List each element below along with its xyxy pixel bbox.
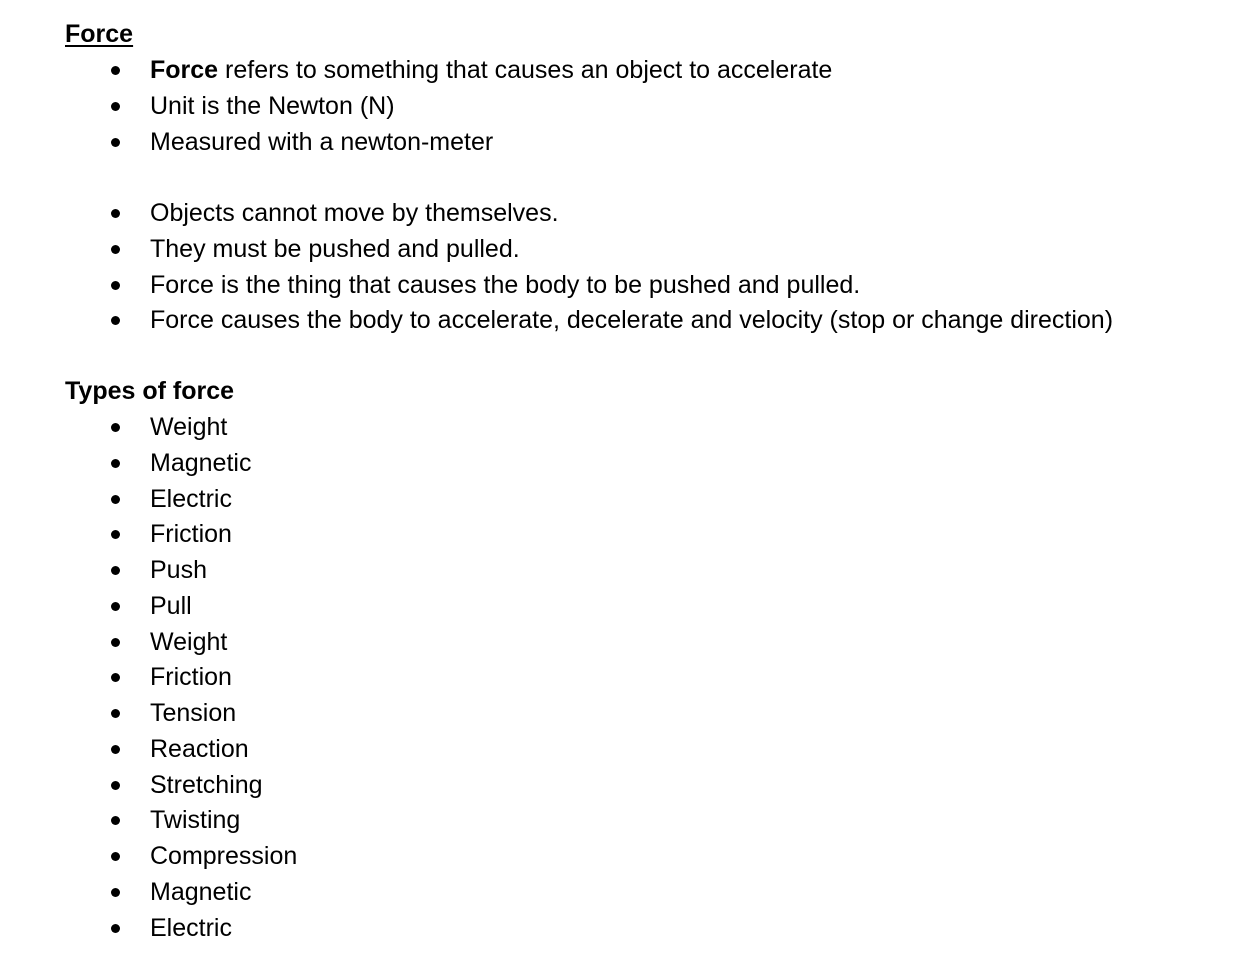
- list-item: [0, 305, 1113, 341]
- bullet-icon: [111, 245, 120, 254]
- list-item: [0, 877, 297, 913]
- bullet-icon: [111, 459, 120, 468]
- list-item-text: Tension: [150, 699, 237, 727]
- list-item-text: Force is the thing that causes the body to be pushed and pulled.: [150, 270, 861, 299]
- force-definition-list: [0, 55, 832, 162]
- types-of-force-heading: Types of force: [65, 377, 235, 405]
- bullet-icon: [111, 745, 120, 754]
- list-item: [0, 770, 297, 806]
- bullet-icon: [111, 138, 120, 147]
- bullet-icon: [111, 781, 120, 790]
- bullet-icon: [111, 816, 120, 825]
- list-item-text: Friction: [150, 520, 232, 549]
- bullet-icon: [111, 888, 120, 897]
- types-of-force-list: [0, 412, 297, 948]
- list-item: [0, 841, 297, 877]
- list-item: [0, 234, 1113, 270]
- list-item-text: Stretching: [150, 770, 263, 799]
- bullet-icon: [111, 852, 120, 861]
- list-item-text: They must be pushed and pulled.: [150, 234, 520, 263]
- bullet-icon: [111, 316, 120, 325]
- bullet-icon: [111, 423, 120, 432]
- list-item: [0, 698, 297, 734]
- bullet-icon: [111, 638, 120, 647]
- list-item-text: Compression: [150, 842, 298, 870]
- list-item: [0, 519, 297, 555]
- list-item: [0, 627, 297, 663]
- list-item-text: Electric: [150, 484, 232, 513]
- list-item: [0, 734, 297, 770]
- list-item: [0, 91, 832, 127]
- bullet-icon: [111, 566, 120, 575]
- list-item: [0, 412, 297, 448]
- list-item-text: Reaction: [150, 734, 249, 763]
- force-objects-list: [0, 198, 1113, 341]
- list-item-text: Friction: [150, 663, 232, 692]
- list-item-text: Push: [150, 556, 207, 584]
- bullet-icon: [111, 530, 120, 539]
- list-item: [0, 591, 297, 627]
- list-item-text: refers to something that causes an object to accelerate: [218, 56, 833, 84]
- list-item: [0, 555, 297, 591]
- list-item: [0, 127, 832, 163]
- list-item: [0, 448, 297, 484]
- list-item: [0, 270, 1113, 306]
- bullet-icon: [111, 281, 120, 290]
- bullet-icon: [111, 673, 120, 682]
- list-item-text: Twisting: [150, 806, 241, 835]
- list-item: [0, 198, 1113, 234]
- list-item-text: Objects cannot move by themselves.: [150, 199, 559, 227]
- bullet-icon: [111, 495, 120, 504]
- list-item-text: Magnetic: [150, 448, 252, 477]
- list-item: [0, 55, 832, 91]
- list-item: [0, 662, 297, 698]
- list-item: [0, 805, 297, 841]
- bullet-icon: [111, 66, 120, 75]
- force-heading: Force: [65, 20, 134, 48]
- list-item: [0, 913, 297, 949]
- bullet-icon: [111, 209, 120, 218]
- bullet-icon: [111, 709, 120, 718]
- list-item-text: Pull: [150, 591, 192, 620]
- list-item: [0, 484, 297, 520]
- list-item-text: Magnetic: [150, 877, 252, 906]
- bullet-icon: [111, 102, 120, 111]
- list-item-text: Unit is the Newton (N): [150, 91, 395, 120]
- bullet-icon: [111, 924, 120, 933]
- list-item-text: Measured with a newton-meter: [150, 127, 494, 156]
- list-item-text: Weight: [150, 627, 228, 656]
- list-item-text: Electric: [150, 913, 232, 942]
- bullet-icon: [111, 602, 120, 611]
- list-item-text: Weight: [150, 413, 228, 441]
- bold-term: Force: [150, 56, 219, 84]
- list-item-text: Force causes the body to accelerate, decelerate and velocity (stop or change direction): [150, 306, 1114, 335]
